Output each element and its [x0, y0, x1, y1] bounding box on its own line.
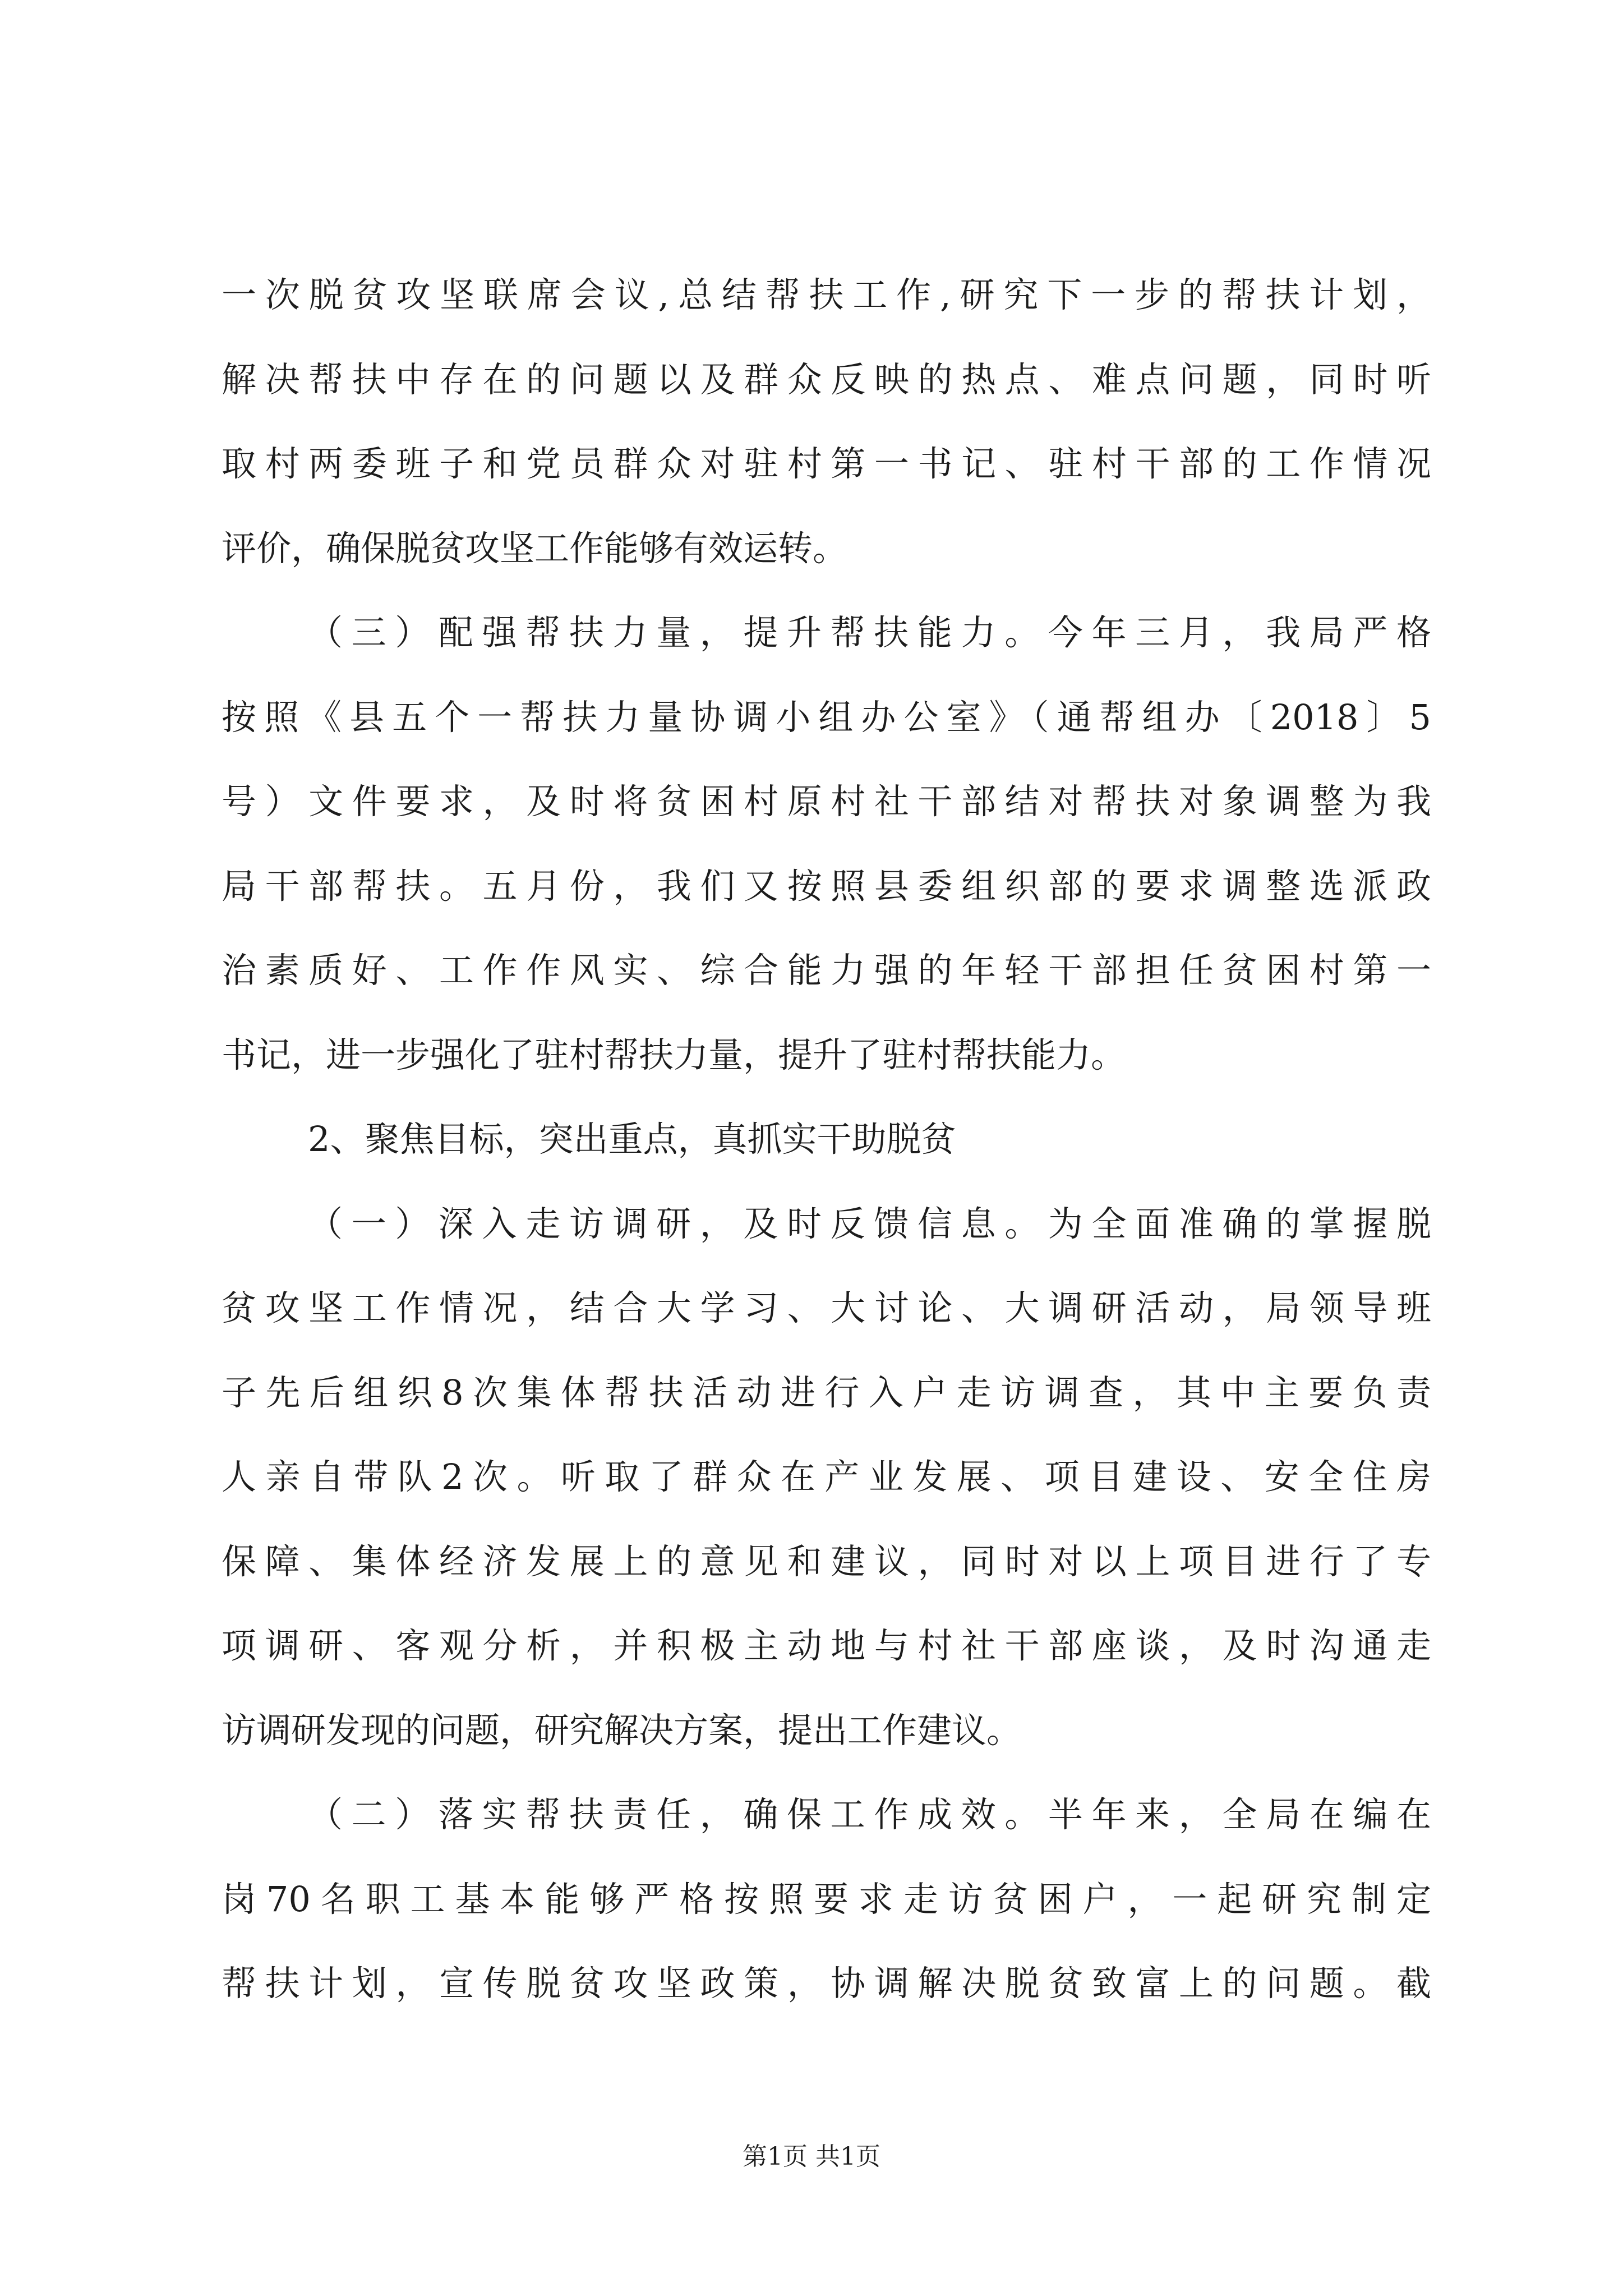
text-line: 项调研、客观分析，并积极主动地与村社干部座谈，及时沟通走 — [222, 1625, 1431, 1666]
text-line: 人亲自带队2次。听取了群众在产业发展、项目建设、安全住房 — [222, 1456, 1431, 1497]
text-line: 帮扶计划，宣传脱贫攻坚政策，协调解决脱贫致富上的问题。截 — [222, 1963, 1431, 2004]
text-line: （一）深入走访调研，及时反馈信息。为全面准确的掌握脱 — [308, 1203, 1431, 1244]
text-line: 子先后组织8次集体帮扶活动进行入户走访调查，其中主要负责 — [222, 1372, 1431, 1413]
section-heading: 2、聚焦目标，突出重点，真抓实干助脱贫 — [308, 1119, 956, 1159]
text-line: 解决帮扶中存在的问题以及群众反映的热点、难点问题，同时听 — [222, 358, 1431, 400]
text-line: 评价，确保脱贫攻坚工作能够有效运转。 — [222, 527, 848, 569]
page-footer: 第1页 共1页 — [743, 2142, 880, 2171]
text-line: 治素质好、工作作风实、综合能力强的年轻干部担任贫困村第一 — [222, 950, 1431, 991]
text-line: （二）落实帮扶责任，确保工作成效。半年来，全局在编在 — [308, 1794, 1431, 1835]
text-line: 一次脱贫攻坚联席会议,总结帮扶工作,研究下一步的帮扶计划， — [222, 274, 1431, 315]
text-line: 号）文件要求，及时将贫困村原村社干部结对帮扶对象调整为我 — [222, 781, 1431, 822]
text-line: 保障、集体经济发展上的意见和建议，同时对以上项目进行了专 — [222, 1540, 1431, 1582]
text-line: 岗70名职工基本能够严格按照要求走访贫困户，一起研究制定 — [222, 1878, 1431, 1920]
text-line: 局干部帮扶。五月份，我们又按照县委组织部的要求调整选派政 — [222, 865, 1431, 907]
text-line: 取村两委班子和党员群众对驻村第一书记、驻村干部的工作情况 — [222, 443, 1431, 484]
body-text — [222, 253, 1431, 2026]
text-line: 书记，进一步强化了驻村帮扶力量，提升了驻村帮扶能力。 — [222, 1034, 1126, 1075]
text-line: 按照《县五个一帮扶力量协调小组办公室》（通帮组办〔2018〕5 — [222, 696, 1431, 738]
text-line: 访调研发现的问题，研究解决方案，提出工作建议。 — [222, 1709, 1022, 1751]
text-line: （三）配强帮扶力量，提升帮扶能力。今年三月，我局严格 — [308, 612, 1431, 653]
text-line: 贫攻坚工作情况，结合大学习、大讨论、大调研活动，局领导班 — [222, 1287, 1431, 1328]
